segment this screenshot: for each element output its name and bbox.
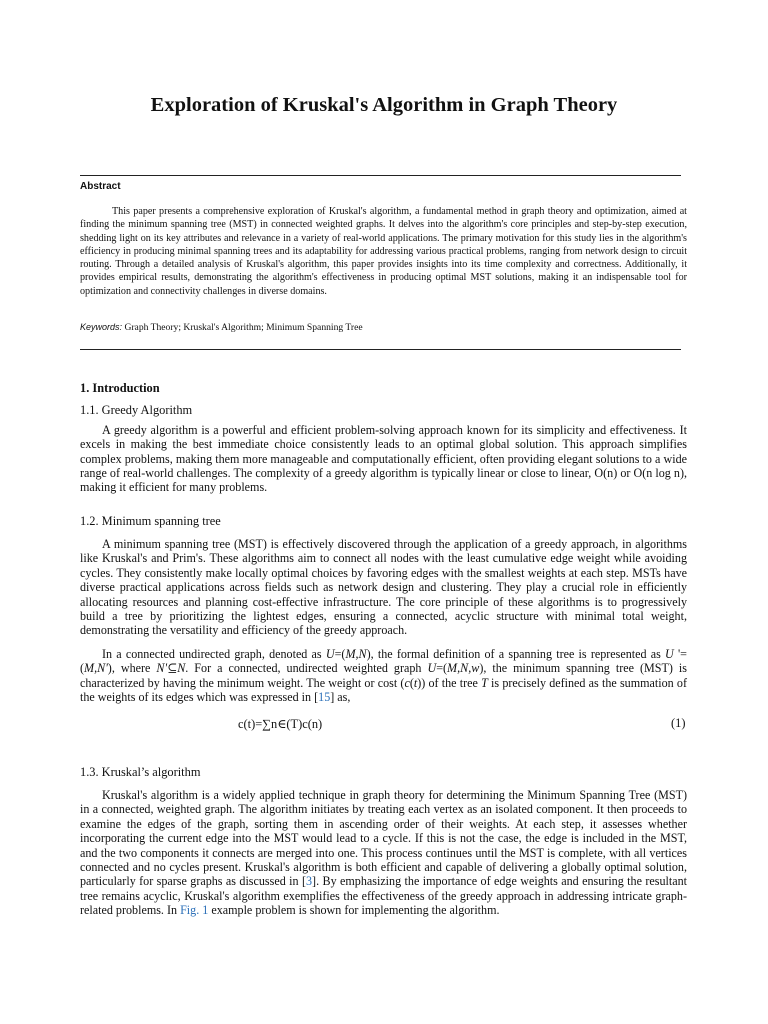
top-divider xyxy=(80,175,681,176)
figure-link-fig1[interactable]: Fig. 1 xyxy=(180,903,209,918)
citation-link-15[interactable]: 15 xyxy=(318,690,331,705)
subsection-heading-mst: 1.2. Minimum spanning tree xyxy=(80,514,221,528)
kruskal-paragraph: Kruskal's algorithm is a widely applied technique in graph theory for determining the Minimum Spanning Tree (MST) in a connected, weighted graph. The algorithm initiates by treating each vertex as an isolated component. It then proceeds to examine the edges of the graph, sorting them in ascending order of their weights. At each step, it assesses whether incorporating the current edge into the MST would lead to a cycle. If this is not the case, the edge is included in the MST, and the two components it connects are merged into one. This process continues until the MST is complete, with all vertices connected and no cycles present. Kruskal's algorithm is both efficient and capable of delivering a globally optimal solution, particularly for sparse graphs as discussed in [3]. By emphasizing the importance of edge weights and ensuring the resultant tree remains acyclic, Kruskal's algorithm exemplifies the effectiveness of the greedy approach in addressing intricate graph-related problems. In Fig. 1 example problem is shown for implementing the algorithm. xyxy=(80,788,687,918)
section-heading-introduction: 1. Introduction xyxy=(80,381,160,395)
subsection-heading-kruskal: 1.3. Kruskal’s algorithm xyxy=(80,765,201,779)
greedy-paragraph: A greedy algorithm is a powerful and efficient problem-solving approach known for its simplicity and effectiveness. It excels in making the best immediate choice consistently leads to an optimal global solution. This approach simplifies complex problems, making them more manageable and computationally efficient, often providing elegant solutions to a wide range of real-world challenges. The complexity of a greedy algorithm is typically linear or close to linear, O(n) or O(n log n), making it efficient for many problems. xyxy=(80,423,687,495)
mst-paragraph-2: In a connected undirected graph, denoted as U=(M,N), the formal definition of a spanning tree is represented as U '=(M,N'), where N'⊆N. For a connected, undirected weighted graph U=(M,N,w), the minimum spanning tree (MST) is characterized by having the minimum weight. The weight or cost (c(t)) of the tree T is precisely defined as the summation of the weights of its edges which was expressed in [15] as, xyxy=(80,647,687,705)
citation-link-3[interactable]: 3 xyxy=(306,874,313,889)
equation-number: (1) xyxy=(671,716,686,730)
subsection-heading-greedy: 1.1. Greedy Algorithm xyxy=(80,403,193,417)
abstract-heading: Abstract xyxy=(80,181,121,192)
equation: c(t)=∑n∈(T)c(n) xyxy=(238,717,323,731)
abstract-text: This paper presents a comprehensive exploration of Kruskal's algorithm, a fundamental method in graph theory and optimization, aimed at finding the minimum spanning tree (MST) in connected weighted graphs. It delves into the algorithm's core principles and step-by-step execution, shedding light on its key attributes and relevance in a variety of real-world applications. The primary motivation for this study lies in the algorithm's efficiency in producing minimal spanning trees and its adaptability for addressing various practical problems, ranging from network design to circuit routing. Through a detailed analysis of Kruskal's algorithm, this paper provides insights into its time complexity and correctness. Additionally, it provides empirical results, demonstrating the algorithm's effectiveness in producing optimal MST solutions, making it an indispensable tool for optimization and connectivity challenges in diverse domains. xyxy=(80,206,687,297)
keywords-text: Graph Theory; Kruskal's Algorithm; Minimum Spanning Tree xyxy=(124,322,363,333)
keywords-label: Keywords: xyxy=(80,322,123,332)
paper-title: Exploration of Kruskal's Algorithm in Graph Theory xyxy=(150,94,618,116)
bottom-divider xyxy=(80,349,681,350)
mst-paragraph-1: A minimum spanning tree (MST) is effectively discovered through the application of a greedy approach, in algorithms like Kruskal's and Prim's. These algorithms aim to connect all nodes with the least cumulative edge weight while avoiding cycles. They consistently make locally optimal choices by favoring edges with the smallest weights at each step. MSTs have diverse practical applications across fields such as network design and clustering. They play a crucial role in efficiently allocating resources and planning cost-effective infrastructure. The core principle of these algorithms is to progressively build a tree by prioritizing the lightest edges, ensuring a connected, acyclic structure with minimal total weight, demonstrating the versatility and efficiency of the greedy approach. xyxy=(80,537,687,638)
keywords-line xyxy=(80,322,363,333)
